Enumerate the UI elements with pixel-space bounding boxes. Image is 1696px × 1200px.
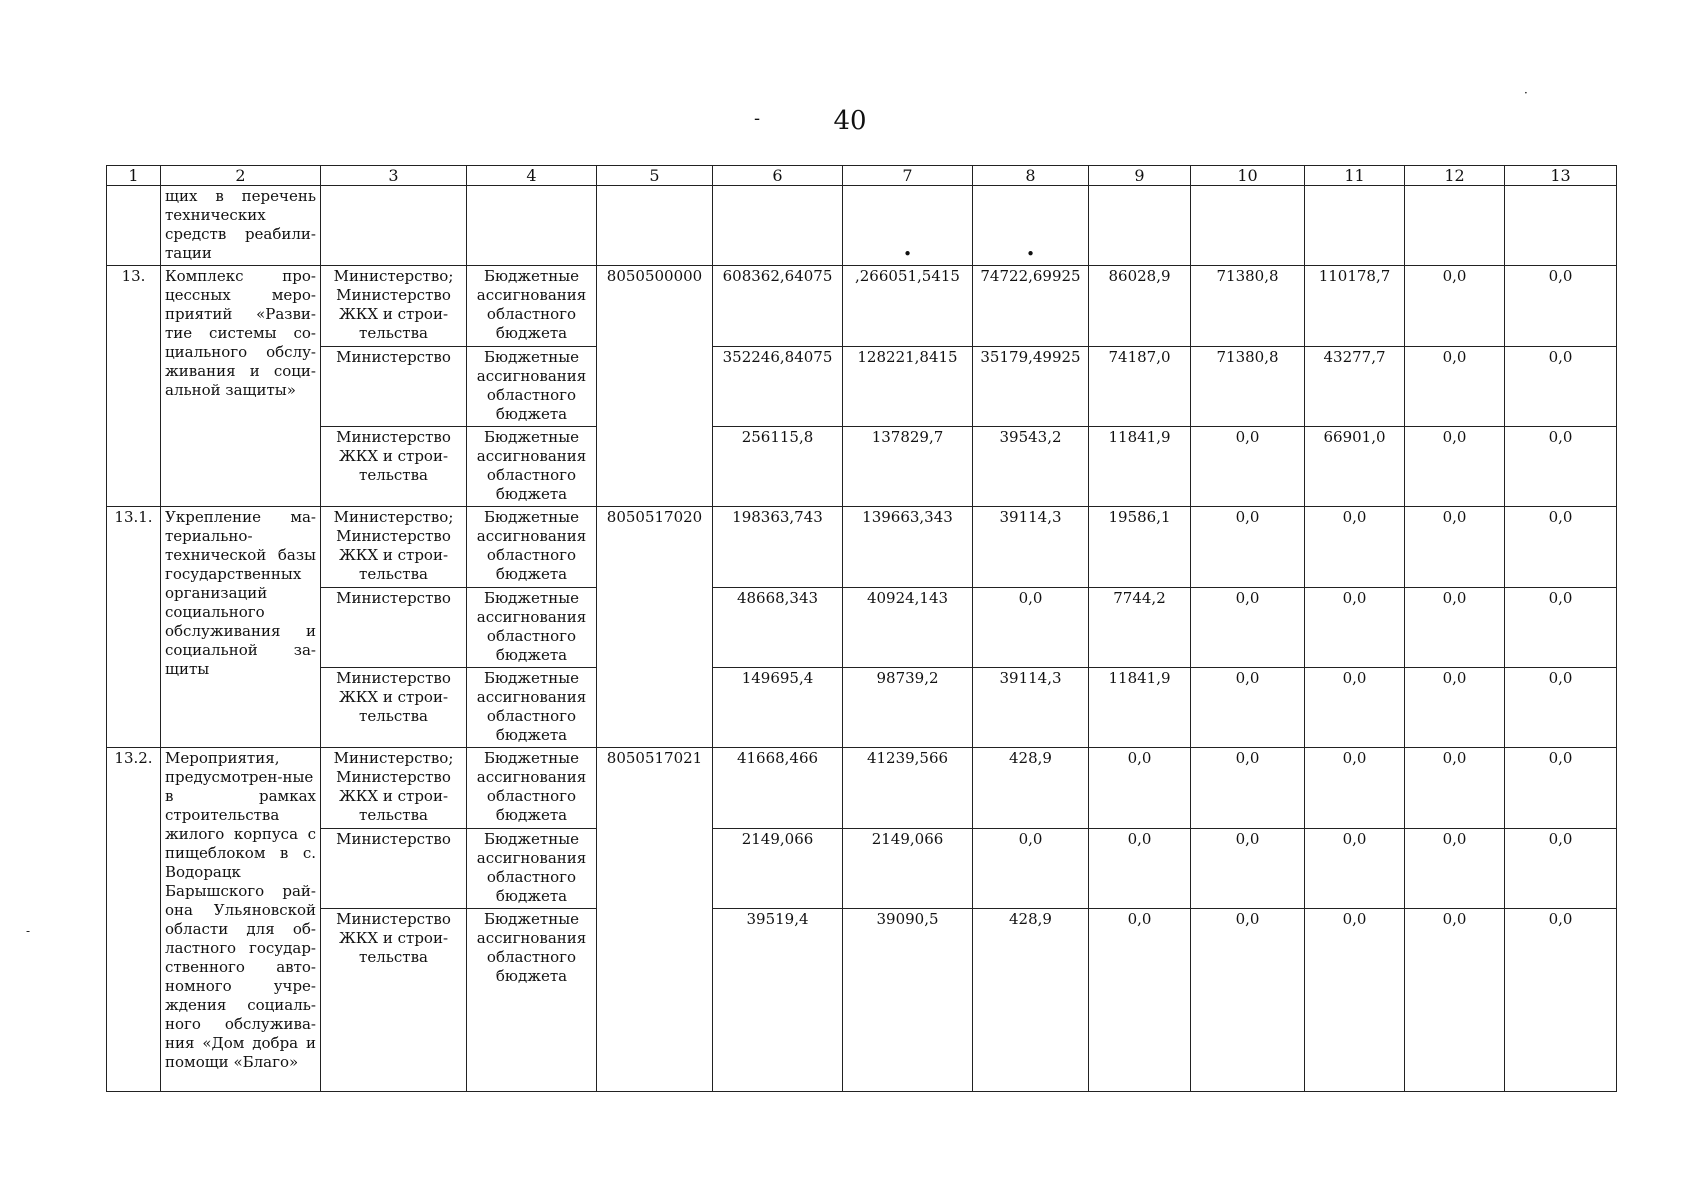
table-row xyxy=(107,588,1617,668)
executor-cell: Министерство ЖКХ и строи-тельства xyxy=(321,668,467,748)
amount-cell: 41668,466 xyxy=(713,748,843,829)
amount-cell: 0,0 xyxy=(1191,507,1305,588)
amount-cell: 0,0 xyxy=(1191,427,1305,507)
measure-name-cell: щих в перечень технических средств реабили-тации xyxy=(161,186,321,266)
page-number: 40 xyxy=(833,106,867,136)
amount-cell: 0,0 xyxy=(1505,347,1617,427)
column-header-1: 1 xyxy=(107,166,161,186)
amount-cell: 41239,566 xyxy=(843,748,973,829)
amount-cell: 0,0 xyxy=(1089,909,1191,1092)
table-body xyxy=(107,186,1617,1092)
funding-source-cell: Бюджетные ассигнования областного бюджета xyxy=(467,507,597,588)
scan-mark: • xyxy=(843,186,973,266)
column-header-2: 2 xyxy=(161,166,321,186)
amount-cell: 0,0 xyxy=(1305,748,1405,829)
amount-cell: 39114,3 xyxy=(973,668,1089,748)
amount-cell: 0,0 xyxy=(1405,909,1505,1092)
amount-cell: 149695,4 xyxy=(713,668,843,748)
executor-cell: Министерство; Министерство ЖКХ и строи-тельства xyxy=(321,507,467,588)
measure-name-cell: Укрепление ма-териально-технической базы государственных организаций социального обслуживания и социальной за-щиты xyxy=(161,507,321,748)
column-header-3: 3 xyxy=(321,166,467,186)
amount-cell: 39090,5 xyxy=(843,909,973,1092)
executor-cell: Министерство xyxy=(321,588,467,668)
column-header-10: 10 xyxy=(1191,166,1305,186)
table-row xyxy=(107,748,1617,829)
budget-table xyxy=(106,165,1617,1092)
amount-cell: 0,0 xyxy=(1505,507,1617,588)
funding-source-cell: Бюджетные ассигнования областного бюджета xyxy=(467,266,597,347)
amount-cell: 2149,066 xyxy=(713,829,843,909)
executor-cell: Министерство xyxy=(321,829,467,909)
amount-cell: 0,0 xyxy=(1305,668,1405,748)
amount-cell: 428,9 xyxy=(973,909,1089,1092)
amount-cell: 74722,69925 xyxy=(973,266,1089,347)
amount-cell: 71380,8 xyxy=(1191,347,1305,427)
amount-cell: 0,0 xyxy=(1505,668,1617,748)
amount-cell: 19586,1 xyxy=(1089,507,1191,588)
funding-source-cell: Бюджетные ассигнования областного бюджета xyxy=(467,748,597,829)
column-header-4: 4 xyxy=(467,166,597,186)
amount-cell: 0,0 xyxy=(973,588,1089,668)
scan-mark: • xyxy=(973,186,1089,266)
amount-cell: 0,0 xyxy=(1505,266,1617,347)
amount-cell: 2149,066 xyxy=(843,829,973,909)
amount-cell: 0,0 xyxy=(1405,748,1505,829)
amount-cell: 0,0 xyxy=(1405,507,1505,588)
column-header-12: 12 xyxy=(1405,166,1505,186)
amount-cell: 0,0 xyxy=(1089,748,1191,829)
table-row xyxy=(107,427,1617,507)
table-header xyxy=(107,166,1617,186)
amount-cell: 352246,84075 xyxy=(713,347,843,427)
executor-cell: Министерство ЖКХ и строи-тельства xyxy=(321,909,467,1092)
table-row xyxy=(107,186,1617,266)
table-row xyxy=(107,829,1617,909)
table-row xyxy=(107,668,1617,748)
amount-cell: 0,0 xyxy=(1405,347,1505,427)
budget-code-cell: 8050517020 xyxy=(597,507,713,748)
row-number-cell: 13. xyxy=(107,266,161,507)
amount-cell: 0,0 xyxy=(1305,829,1405,909)
amount-cell: 128221,8415 xyxy=(843,347,973,427)
column-header-11: 11 xyxy=(1305,166,1405,186)
funding-source-cell: Бюджетные ассигнования областного бюджета xyxy=(467,588,597,668)
amount-cell: 7744,2 xyxy=(1089,588,1191,668)
amount-cell: 198363,743 xyxy=(713,507,843,588)
amount-cell: 11841,9 xyxy=(1089,668,1191,748)
table-row xyxy=(107,507,1617,588)
amount-cell: 0,0 xyxy=(1305,909,1405,1092)
amount-cell: 0,0 xyxy=(1191,588,1305,668)
amount-cell: 0,0 xyxy=(973,829,1089,909)
column-header-6: 6 xyxy=(713,166,843,186)
amount-cell: 40924,143 xyxy=(843,588,973,668)
amount-cell: 0,0 xyxy=(1191,748,1305,829)
amount-cell: 0,0 xyxy=(1405,266,1505,347)
amount-cell: 74187,0 xyxy=(1089,347,1191,427)
amount-cell: 48668,343 xyxy=(713,588,843,668)
amount-cell: 0,0 xyxy=(1505,829,1617,909)
amount-cell: 39114,3 xyxy=(973,507,1089,588)
column-header-8: 8 xyxy=(973,166,1089,186)
table-row xyxy=(107,347,1617,427)
amount-cell: 0,0 xyxy=(1405,427,1505,507)
row-number-cell: 13.2. xyxy=(107,748,161,1092)
amount-cell: 137829,7 xyxy=(843,427,973,507)
amount-cell: 86028,9 xyxy=(1089,266,1191,347)
amount-cell: 0,0 xyxy=(1305,588,1405,668)
amount-cell: 0,0 xyxy=(1405,588,1505,668)
executor-cell: Министерство; Министерство ЖКХ и строи-тельства xyxy=(321,266,467,347)
amount-cell: 110178,7 xyxy=(1305,266,1405,347)
amount-cell: 0,0 xyxy=(1505,909,1617,1092)
column-header-9: 9 xyxy=(1089,166,1191,186)
amount-cell: 0,0 xyxy=(1191,668,1305,748)
amount-cell: 139663,343 xyxy=(843,507,973,588)
funding-source-cell: Бюджетные ассигнования областного бюджета xyxy=(467,829,597,909)
amount-cell: 0,0 xyxy=(1305,507,1405,588)
column-header-13: 13 xyxy=(1505,166,1617,186)
dash-mark: - xyxy=(754,108,761,129)
amount-cell: 43277,7 xyxy=(1305,347,1405,427)
amount-cell: 11841,9 xyxy=(1089,427,1191,507)
amount-cell: 35179,49925 xyxy=(973,347,1089,427)
amount-cell: 428,9 xyxy=(973,748,1089,829)
scan-speck: · xyxy=(1524,86,1528,100)
measure-name-cell: Мероприятия, предусмотрен-ные в рамках строительства жилого корпуса с пищеблоком в с. Водорацк Барышского рай-она Ульяновской области для об-ластного государ-ственного авто-номного учре-ждения социаль-ного обслужива-ния «Дом добра и помощи «Благо» xyxy=(161,748,321,1092)
amount-cell: 0,0 xyxy=(1505,748,1617,829)
budget-code-cell: 8050500000 xyxy=(597,266,713,507)
funding-source-cell: Бюджетные ассигнования областного бюджета xyxy=(467,668,597,748)
funding-source-cell: Бюджетные ассигнования областного бюджета xyxy=(467,909,597,1092)
amount-cell: 71380,8 xyxy=(1191,266,1305,347)
amount-cell: 0,0 xyxy=(1191,909,1305,1092)
amount-cell: 39519,4 xyxy=(713,909,843,1092)
amount-cell: 0,0 xyxy=(1089,829,1191,909)
amount-cell: 0,0 xyxy=(1191,829,1305,909)
amount-cell: 98739,2 xyxy=(843,668,973,748)
amount-cell: 0,0 xyxy=(1505,427,1617,507)
funding-source-cell: Бюджетные ассигнования областного бюджета xyxy=(467,427,597,507)
amount-cell: 66901,0 xyxy=(1305,427,1405,507)
row-number-cell: 13.1. xyxy=(107,507,161,748)
scan-speck: - xyxy=(26,924,31,938)
executor-cell: Министерство; Министерство ЖКХ и строи-тельства xyxy=(321,748,467,829)
table-row xyxy=(107,266,1617,347)
budget-code-cell: 8050517021 xyxy=(597,748,713,1092)
amount-cell: 608362,64075 xyxy=(713,266,843,347)
executor-cell: Министерство xyxy=(321,347,467,427)
amount-cell: 0,0 xyxy=(1405,668,1505,748)
executor-cell: Министерство ЖКХ и строи-тельства xyxy=(321,427,467,507)
row-number-cell xyxy=(107,186,161,266)
amount-cell: 39543,2 xyxy=(973,427,1089,507)
measure-name-cell: Комплекс про-цессных меро-приятий «Разви-тие системы со-циального обслу-живания и соци-альной защиты» xyxy=(161,266,321,507)
table-row xyxy=(107,909,1617,1092)
amount-cell: 256115,8 xyxy=(713,427,843,507)
amount-cell: ,266051,5415 xyxy=(843,266,973,347)
column-header-5: 5 xyxy=(597,166,713,186)
amount-cell: 0,0 xyxy=(1405,829,1505,909)
amount-cell: 0,0 xyxy=(1505,588,1617,668)
column-header-7: 7 xyxy=(843,166,973,186)
funding-source-cell: Бюджетные ассигнования областного бюджета xyxy=(467,347,597,427)
